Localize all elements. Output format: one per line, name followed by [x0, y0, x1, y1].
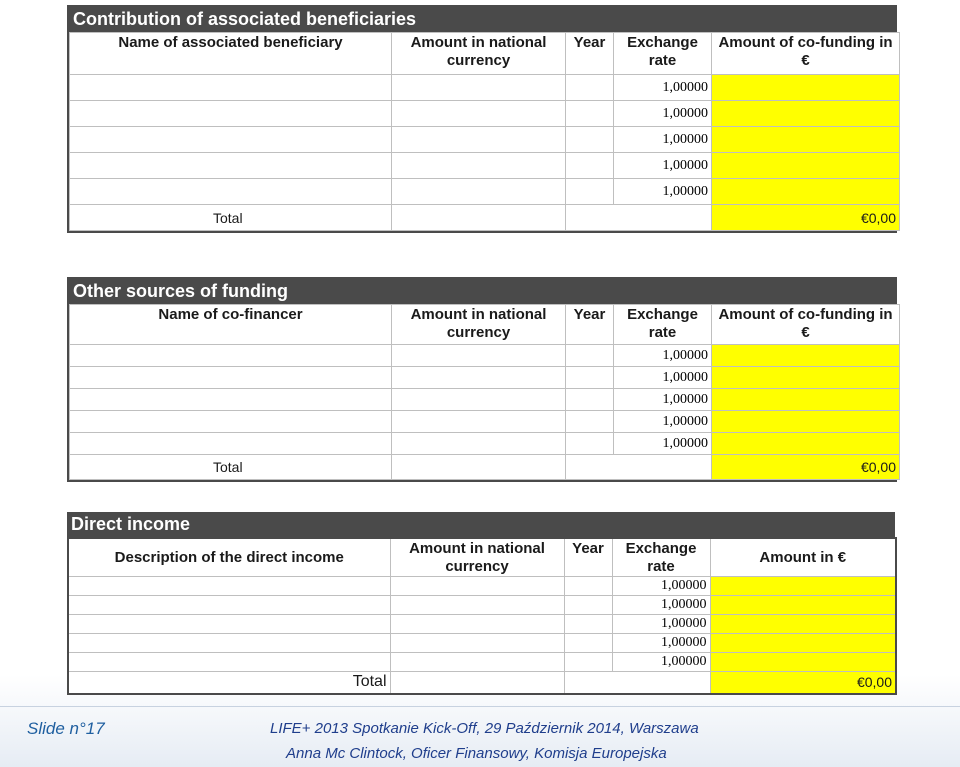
direct-income-section [67, 512, 897, 695]
table-header-row [68, 538, 896, 577]
year-cell[interactable] [566, 75, 614, 101]
section-title: Direct income [67, 512, 895, 537]
table-row [68, 634, 896, 653]
year-cell[interactable] [564, 615, 612, 634]
exchange-rate-cell[interactable]: 1,00000 [614, 179, 712, 205]
total-value: €0,00 [710, 672, 896, 694]
table-row [70, 101, 900, 127]
year-cell[interactable] [566, 127, 614, 153]
year-cell[interactable] [566, 389, 614, 411]
description-cell[interactable] [68, 653, 390, 672]
name-cell[interactable] [70, 389, 392, 411]
year-cell[interactable] [566, 411, 614, 433]
amount-eur-cell [712, 345, 900, 367]
amount-national-cell[interactable] [390, 596, 564, 615]
amount-national-cell[interactable] [392, 433, 566, 455]
exchange-rate-cell[interactable]: 1,00000 [612, 653, 710, 672]
year-cell[interactable] [564, 653, 612, 672]
section-title: Other sources of funding [69, 279, 895, 304]
section-title: Contribution of associated beneficiaries [69, 7, 895, 32]
total-row [68, 672, 896, 694]
exchange-rate-cell[interactable]: 1,00000 [614, 345, 712, 367]
year-cell[interactable] [566, 433, 614, 455]
description-cell[interactable] [68, 634, 390, 653]
year-cell[interactable] [564, 634, 612, 653]
column-header-name: Description of the direct income [68, 538, 390, 577]
total-value: €0,00 [712, 205, 900, 231]
description-cell[interactable] [68, 577, 390, 596]
column-header-year: Year [566, 33, 614, 75]
amount-eur-cell [710, 615, 896, 634]
amount-eur-cell [710, 634, 896, 653]
exchange-rate-cell[interactable]: 1,00000 [612, 634, 710, 653]
total-amount-national-cell [392, 455, 566, 480]
column-header-exchange-rate: Exchange rate [614, 33, 712, 75]
associated-beneficiaries-table [69, 32, 900, 231]
exchange-rate-cell[interactable]: 1,00000 [614, 411, 712, 433]
column-header-amount-eur: Amount in € [710, 538, 896, 577]
amount-eur-cell [712, 101, 900, 127]
column-header-exchange-rate: Exchange rate [614, 305, 712, 345]
amount-eur-cell [712, 367, 900, 389]
table-header-row [70, 33, 900, 75]
amount-eur-cell [712, 433, 900, 455]
total-label: Total [70, 205, 392, 231]
name-cell[interactable] [70, 345, 392, 367]
table-header-row [70, 305, 900, 345]
table-row [70, 127, 900, 153]
total-label: Total [70, 455, 392, 480]
amount-eur-cell [712, 389, 900, 411]
table-row [68, 577, 896, 596]
description-cell[interactable] [68, 596, 390, 615]
table-row [70, 389, 900, 411]
total-spacer-cell [564, 672, 710, 694]
footer-divider [0, 706, 960, 707]
table-row [68, 653, 896, 672]
table-row [70, 411, 900, 433]
total-label: Total [68, 672, 390, 694]
amount-national-cell[interactable] [392, 153, 566, 179]
amount-national-cell[interactable] [390, 634, 564, 653]
total-row [70, 205, 900, 231]
amount-eur-cell [710, 653, 896, 672]
column-header-amount-eur: Amount of co-funding in € [712, 33, 900, 75]
column-header-exchange-rate: Exchange rate [612, 538, 710, 577]
exchange-rate-cell[interactable]: 1,00000 [614, 389, 712, 411]
amount-national-cell[interactable] [392, 101, 566, 127]
description-cell[interactable] [68, 615, 390, 634]
footer-presenter-line: Anna Mc Clintock, Oficer Finansowy, Komisja Europejska [286, 745, 667, 762]
amount-national-cell[interactable] [392, 179, 566, 205]
year-cell[interactable] [564, 596, 612, 615]
name-cell[interactable] [70, 433, 392, 455]
year-cell[interactable] [566, 345, 614, 367]
table-row [70, 433, 900, 455]
year-cell[interactable] [564, 577, 612, 596]
name-cell[interactable] [70, 101, 392, 127]
table-row [70, 345, 900, 367]
exchange-rate-cell[interactable]: 1,00000 [612, 615, 710, 634]
total-amount-national-cell [392, 205, 566, 231]
column-header-amount-national: Amount in national currency [390, 538, 564, 577]
total-row [70, 455, 900, 480]
amount-eur-cell [710, 596, 896, 615]
amount-national-cell[interactable] [392, 411, 566, 433]
column-header-amount-national: Amount in national currency [392, 33, 566, 75]
amount-eur-cell [712, 153, 900, 179]
other-sources-section [67, 277, 897, 482]
exchange-rate-cell[interactable]: 1,00000 [612, 596, 710, 615]
column-header-year: Year [564, 538, 612, 577]
column-header-year: Year [566, 305, 614, 345]
table-row [68, 615, 896, 634]
table-row [68, 596, 896, 615]
amount-eur-cell [712, 411, 900, 433]
amount-eur-cell [710, 577, 896, 596]
total-value: €0,00 [712, 455, 900, 480]
table-row [70, 179, 900, 205]
column-header-amount-eur: Amount of co-funding in € [712, 305, 900, 345]
amount-national-cell[interactable] [392, 75, 566, 101]
slide-number: Slide n°17 [27, 719, 105, 738]
associated-beneficiaries-section [67, 5, 897, 233]
column-header-name: Name of associated beneficiary [70, 33, 392, 75]
amount-national-cell[interactable] [392, 127, 566, 153]
amount-national-cell[interactable] [392, 367, 566, 389]
table-row [70, 367, 900, 389]
table-row [70, 153, 900, 179]
amount-eur-cell [712, 127, 900, 153]
total-amount-national-cell [390, 672, 564, 694]
total-spacer-cell [566, 455, 712, 480]
exchange-rate-cell[interactable]: 1,00000 [614, 367, 712, 389]
year-cell[interactable] [566, 367, 614, 389]
amount-eur-cell [712, 179, 900, 205]
total-spacer-cell [566, 205, 712, 231]
amount-national-cell[interactable] [392, 345, 566, 367]
name-cell[interactable] [70, 367, 392, 389]
exchange-rate-cell[interactable]: 1,00000 [614, 127, 712, 153]
exchange-rate-cell[interactable]: 1,00000 [612, 577, 710, 596]
amount-national-cell[interactable] [392, 389, 566, 411]
other-sources-table [69, 304, 900, 480]
table-row [70, 75, 900, 101]
amount-national-cell[interactable] [390, 577, 564, 596]
column-header-amount-national: Amount in national currency [392, 305, 566, 345]
name-cell[interactable] [70, 75, 392, 101]
amount-eur-cell [712, 75, 900, 101]
name-cell[interactable] [70, 127, 392, 153]
name-cell[interactable] [70, 411, 392, 433]
exchange-rate-cell[interactable]: 1,00000 [614, 101, 712, 127]
amount-national-cell[interactable] [390, 615, 564, 634]
footer-event-line: LIFE+ 2013 Spotkanie Kick-Off, 29 Październik 2014, Warszawa [270, 720, 699, 737]
year-cell[interactable] [566, 179, 614, 205]
year-cell[interactable] [566, 153, 614, 179]
exchange-rate-cell[interactable]: 1,00000 [614, 433, 712, 455]
name-cell[interactable] [70, 179, 392, 205]
exchange-rate-cell[interactable]: 1,00000 [614, 75, 712, 101]
direct-income-table [67, 537, 897, 695]
name-cell[interactable] [70, 153, 392, 179]
exchange-rate-cell[interactable]: 1,00000 [614, 153, 712, 179]
column-header-name: Name of co-financer [70, 305, 392, 345]
year-cell[interactable] [566, 101, 614, 127]
amount-national-cell[interactable] [390, 653, 564, 672]
